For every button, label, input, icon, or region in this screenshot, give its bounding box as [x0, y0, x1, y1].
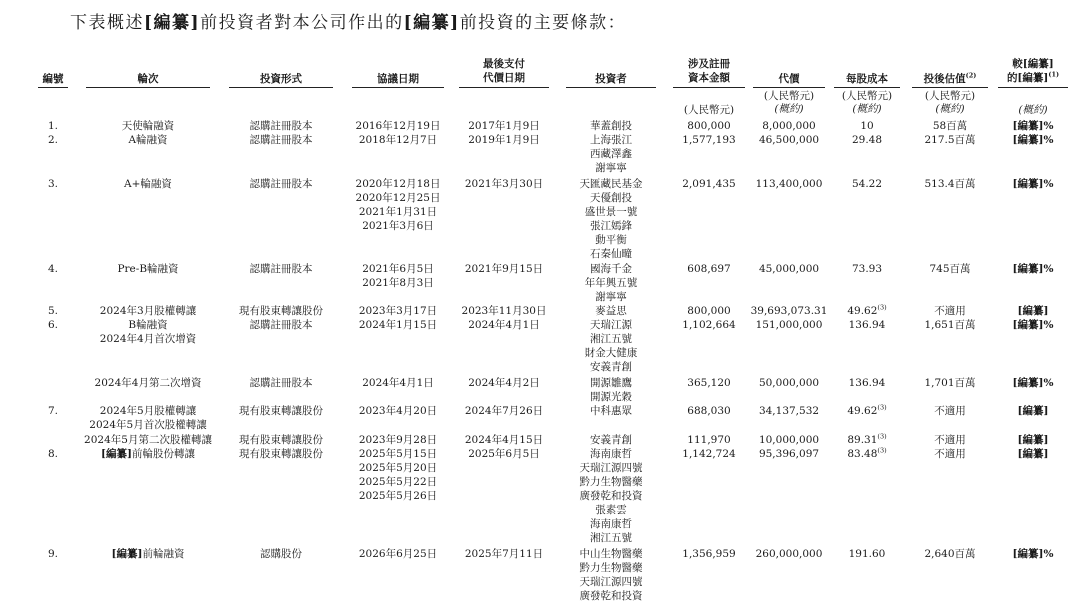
rule-capital [673, 87, 745, 88]
cell-cost: 83.48$^{(3)}$ [847, 446, 887, 460]
rule-agreement-date [352, 87, 444, 88]
cell-cons: 95,396,097 [758, 448, 820, 460]
rule-investor [566, 87, 656, 88]
cell-no: 1. [47, 120, 59, 132]
cell-investors: 中山生物醫藥 黔力生物醫藥 天瑞江源四號 廣發乾和投資 [579, 548, 643, 602]
cell-prem: [編纂] [1017, 305, 1049, 317]
cell-cons: 113,400,000 [755, 178, 823, 190]
cell-prem: [編纂] [1017, 405, 1049, 417]
rule-valuation [912, 87, 988, 88]
cell-round: A+輪融資 [124, 178, 172, 190]
cell-cost: 73.93 [851, 263, 883, 275]
cell-pay: 2021年9月15日 [464, 263, 544, 275]
cell-cons: 45,000,000 [758, 263, 820, 275]
cell-capital: 365,120 [687, 377, 731, 389]
cell-no: 9. [47, 548, 59, 560]
header-premium: 較[編纂] 的[編纂]$^{(1)}$ [1006, 58, 1060, 84]
cell-pay: 2017年1月9日 [468, 120, 540, 132]
cell-capital: 800,000 [687, 120, 731, 132]
unit-cost: (人民幣元) (概約) [841, 90, 893, 115]
cell-form: 認購註冊股本 [249, 134, 313, 146]
cell-val: 1,701百萬 [924, 377, 976, 389]
cell-prem: [編纂]% [1012, 319, 1054, 331]
cell-no: 3. [47, 178, 59, 190]
cell-round: B輪融資 2024年4月首次增資 [99, 319, 197, 345]
cell-round: 天使輪融資 [121, 120, 175, 132]
rule-form [229, 87, 333, 88]
cell-no: 7. [47, 405, 59, 417]
cell-val: 不適用 [934, 405, 966, 417]
cell-capital: 1,102,664 [682, 319, 736, 331]
unit-premium: (概約) [1018, 104, 1048, 116]
cell-val: 1,651百萬 [924, 319, 976, 331]
cell-no: 4. [47, 263, 59, 275]
cell-investors: 天瑞江源 湘江五號 財金大健康 安義青創 [584, 319, 638, 373]
cell-pay: 2025年7月11日 [464, 548, 544, 560]
cell-investors: 華蓋創投 [590, 120, 632, 132]
cell-capital: 2,091,435 [682, 178, 736, 190]
cell-cons: 34,137,532 [758, 405, 820, 417]
cell-prem: [編纂]% [1012, 263, 1054, 275]
rule-round [86, 87, 210, 88]
cell-capital: 800,000 [687, 305, 731, 317]
cell-val: 58百萬 [932, 120, 968, 132]
cell-investors: 海南康哲 天瑞江源四號 黔力生物醫藥 廣發乾和投資 張素雲 海南康哲 湘江五號 [579, 448, 643, 544]
cell-dates: 2025年5月15日 2025年5月20日 2025年5月22日 2025年5月26日 [358, 448, 438, 502]
header-investor: 投資者 [595, 73, 627, 85]
cell-val: 不適用 [934, 305, 966, 317]
cell-cons: 39,693,073.31 [750, 305, 828, 317]
cell-cons: 260,000,000 [755, 548, 823, 560]
cell-prem: [編纂]% [1012, 548, 1054, 560]
header-payment-date: 最後支付 代價日期 [483, 58, 525, 84]
cell-round: [編纂]前輪融資 [111, 548, 185, 560]
cell-round: A輪融資 [128, 134, 168, 146]
cell-cost: 89.31$^{(3)}$ [847, 432, 887, 446]
cell-form: 現有股東轉讓股份 [239, 305, 323, 317]
cell-round: 2024年3月股權轉讓 [99, 305, 197, 317]
cell-round: 2024年4月第二次增資 [94, 377, 202, 389]
cell-val: 不適用 [934, 448, 966, 460]
cell-form: 認購註冊股本 [249, 178, 313, 190]
cell-capital: 608,697 [687, 263, 731, 275]
rule-payment-date [459, 87, 549, 88]
cell-val: 745百萬 [929, 263, 971, 275]
cell-cost: 29.48 [851, 134, 883, 146]
cell-cons: 151,000,000 [755, 319, 823, 331]
cell-val: 513.4百萬 [924, 178, 976, 190]
header-capital: 涉及註冊 資本金額 [688, 58, 730, 84]
rule-no [38, 87, 68, 88]
cell-cons: 50,000,000 [758, 377, 820, 389]
cell-cons: 46,500,000 [758, 134, 820, 146]
cell-form: 現有股東轉讓股份 [239, 448, 323, 460]
cell-pay: 2025年6月5日 [468, 448, 540, 460]
cell-cons: 10,000,000 [758, 434, 820, 446]
cell-investors: 天匯藏民基金 天優創投 盛世景一號 張江嫣鋒 動平衡 石秦仙疃 [579, 178, 643, 260]
cell-capital: 1,577,193 [682, 134, 736, 146]
cell-cost: 136.94 [848, 377, 886, 389]
cell-prem: [編纂]% [1012, 134, 1054, 146]
cell-pay: 2019年1月9日 [468, 134, 540, 146]
cell-val: 2,640百萬 [924, 548, 976, 560]
header-round: 輪次 [137, 73, 159, 85]
cell-investors: 開源雛鷹 開源光穀 [590, 377, 632, 403]
cell-round: 2024年5月第二次股權轉讓 [84, 434, 212, 446]
cell-pay: 2024年7月26日 [464, 405, 544, 417]
cell-form: 認購註冊股本 [249, 377, 313, 389]
unit-consideration: (人民幣元) (概約) [763, 90, 815, 115]
cell-no: 8. [47, 448, 59, 460]
rule-premium [998, 87, 1068, 88]
cell-investors: 中科惠眾 [590, 405, 632, 417]
cell-pay: 2023年11月30日 [461, 305, 547, 317]
cell-prem: [編纂] [1017, 448, 1049, 460]
header-form: 投資形式 [260, 73, 302, 85]
cell-pay: 2024年4月2日 [468, 377, 540, 389]
cell-pay: 2021年3月30日 [464, 178, 544, 190]
cell-capital: 111,970 [687, 434, 731, 446]
cell-cost: 136.94 [848, 319, 886, 331]
cell-dates: 2020年12月18日 2020年12月25日 2021年1月31日 2021年3月6日 [355, 178, 441, 232]
cell-pay: 2024年4月1日 [468, 319, 540, 331]
cell-investors: 國海千金 年年興五號 謝寧寧 [584, 263, 638, 303]
header-agreement-date: 協議日期 [377, 73, 419, 85]
cell-form: 認購註冊股本 [249, 263, 313, 275]
cell-investors: 麥益思 [595, 305, 627, 317]
cell-cons: 8,000,000 [762, 120, 816, 132]
cell-cost: 54.22 [851, 178, 883, 190]
cell-val: 217.5百萬 [924, 134, 976, 146]
cell-dates: 2026年6月25日 [358, 548, 438, 560]
cell-capital: 1,356,959 [682, 548, 736, 560]
cell-dates: 2023年9月28日 [358, 434, 438, 446]
cell-round: Pre-B輪融資 [117, 263, 179, 275]
header-consideration: 代價 [778, 73, 800, 85]
header-valuation: 投後估值$^{(2)}$ [923, 71, 977, 85]
unit-valuation: (人民幣元) (概約) [924, 90, 976, 115]
header-cost: 每股成本 [846, 73, 888, 85]
cell-form: 認購註冊股本 [249, 120, 313, 132]
cell-no: 2. [47, 134, 59, 146]
cell-dates: 2016年12月19日 [355, 120, 441, 132]
cell-prem: [編纂]% [1012, 178, 1054, 190]
cell-val: 不適用 [934, 434, 966, 446]
cell-form: 現有股東轉讓股份 [239, 434, 323, 446]
cell-form: 認購股份 [260, 548, 302, 560]
cell-prem: [編纂]% [1012, 377, 1054, 389]
cell-dates: 2021年6月5日 2021年8月3日 [362, 263, 434, 289]
cell-dates: 2023年4月20日 [358, 405, 438, 417]
cell-no: 5. [47, 305, 59, 317]
cell-dates: 2024年4月1日 [362, 377, 434, 389]
cell-dates: 2023年3月17日 [358, 305, 438, 317]
cell-pay: 2024年4月15日 [464, 434, 544, 446]
rule-cost [834, 87, 900, 88]
cell-dates: 2018年12月7日 [358, 134, 438, 146]
cell-cost: 49.62$^{(3)}$ [847, 403, 887, 417]
intro-sentence: 下表概述[編纂]前投資者對本公司作出的[編纂]前投資的主要條款： [70, 13, 627, 33]
cell-capital: 1,142,724 [682, 448, 736, 460]
cell-dates: 2024年1月15日 [358, 319, 438, 331]
cell-prem: [編纂]% [1012, 120, 1054, 132]
cell-cost: 49.62$^{(3)}$ [847, 303, 887, 317]
cell-no: 6. [47, 319, 59, 331]
cell-round: 2024年5月股權轉讓 2024年5月首次股權轉讓 [89, 405, 207, 431]
cell-prem: [編纂] [1017, 434, 1049, 446]
cell-investors: 安義青創 [590, 434, 632, 446]
header-no: 編號 [42, 73, 64, 85]
rule-consideration [753, 87, 825, 88]
cell-cost: 191.60 [848, 548, 886, 560]
cell-form: 認購註冊股本 [249, 319, 313, 331]
cell-capital: 688,030 [687, 405, 731, 417]
cell-round: [編纂]前輪股份轉讓 [101, 448, 195, 460]
cell-cost: 10 [860, 120, 874, 132]
unit-capital: (人民幣元) [683, 104, 735, 116]
cell-form: 現有股東轉讓股份 [239, 405, 323, 417]
cell-investors: 上海張江 西藏澤鑫 謝寧寧 [590, 134, 632, 174]
